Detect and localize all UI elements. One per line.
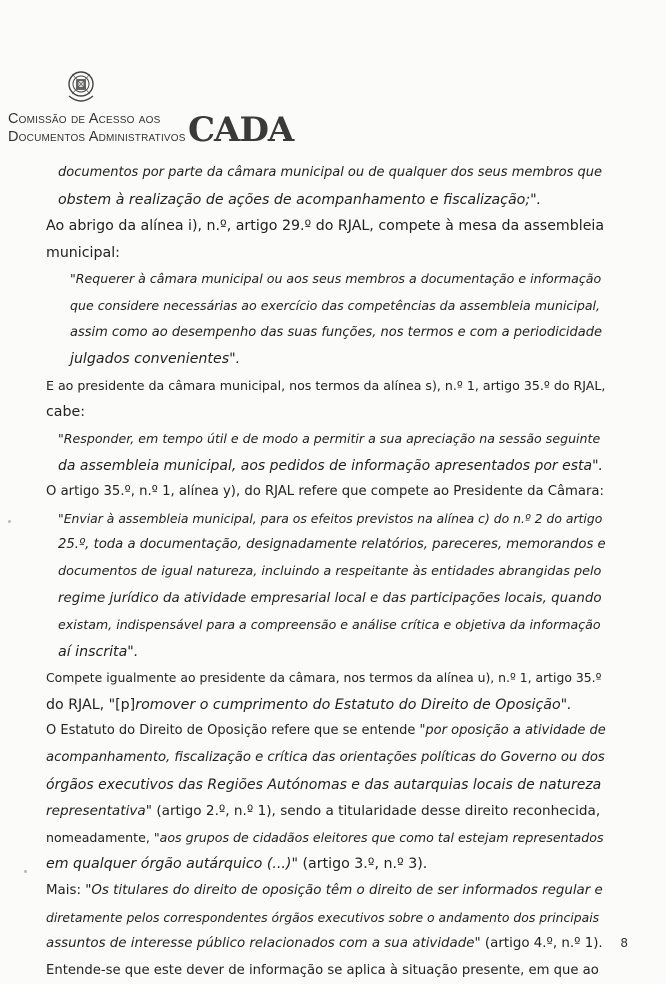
quote-segment: "Os titulares do direito de oposição têm o direito de ser informados regular e xyxy=(85,883,603,899)
text-line: cabe: xyxy=(46,404,86,421)
org-line-1: Comissão de Acesso aos xyxy=(8,111,161,127)
quote-line: "Responder, em tempo útil e de modo a permitir a sua apreciação na sessão seguinte xyxy=(58,430,601,446)
quote-segment: "aos grupos de cidadãos eleitores que como tal estejam representados xyxy=(153,829,604,845)
coat-of-arms-icon xyxy=(64,70,98,108)
text-segment: (artigo 4.º, n.º 1). xyxy=(480,936,603,952)
quote-line: existam, indispensável para a compreensão e análise crítica e objetiva da informação xyxy=(58,617,601,633)
text-line: municipal: xyxy=(46,244,120,261)
text-segment: O Estatuto do Direito de Oposição refere que se entende xyxy=(46,723,420,739)
text-line: O artigo 35.º, n.º 1, alínea y), do RJAL refere que compete ao Presidente da Câmara: xyxy=(46,484,604,500)
quote-line: da assembleia municipal, aos pedidos de informação apresentados por esta". xyxy=(58,457,603,474)
org-line-2: Documentos Administrativos xyxy=(8,129,186,145)
text-line xyxy=(46,798,601,825)
quote-line: "Requerer à câmara municipal ou aos seus membros a documentação e informação xyxy=(70,271,602,287)
quote-line: diretamente pelos correspondentes órgãos executivos sobre o andamento dos principais xyxy=(46,909,600,925)
text-segment: do RJAL, "[p] xyxy=(46,696,136,713)
quote-line: 25.º, toda a documentação, designadamente relatórios, pareceres, memorandos e xyxy=(58,537,606,553)
organization-name xyxy=(8,110,186,146)
text-line: Entende-se que este dever de informação se aplica à situação presente, em que ao xyxy=(46,962,599,978)
text-line xyxy=(46,878,603,905)
quote-line: regime jurídico da atividade empresarial local e das participações locais, quando xyxy=(58,590,602,606)
quote-line: documentos de igual natureza, incluindo a respeitante às entidades abrangidas pelo xyxy=(58,563,602,579)
text-line: E ao presidente da câmara municipal, nos termos da alínea s), n.º 1, artigo 35.º do RJAL, xyxy=(46,377,606,393)
text-line xyxy=(46,931,603,958)
quote-line: "Enviar à assembleia municipal, para os efeitos previstos na alínea c) do n.º 2 do artigo xyxy=(58,510,603,526)
text-line: Ao abrigo da alínea i), n.º, artigo 29.º do RJAL, compete à mesa da assembleia xyxy=(46,218,605,235)
text-segment: (artigo 3.º, n.º 3). xyxy=(298,856,428,873)
text-line: obstem à realização de ações de acompanhamento e fiscalização;". xyxy=(58,191,542,208)
quote-line: que considere necessárias ao exercício das competências da assembleia municipal, xyxy=(70,297,601,313)
text-segment: nomeadamente, xyxy=(46,829,154,845)
scan-mark xyxy=(8,520,11,523)
text-line xyxy=(46,692,594,719)
text-line: Compete igualmente ao presidente da câmara, nos termos da alínea u), n.º 1, artigo 35.º xyxy=(46,670,602,686)
text-line xyxy=(46,851,594,878)
quote-segment: representativa" xyxy=(46,803,152,820)
document-body xyxy=(46,160,606,984)
quote-line: aí inscrita". xyxy=(58,643,139,660)
quote-segment: assuntos de interesse público relacionados com a sua atividade" xyxy=(46,936,481,952)
quote-segment: em qualquer órgão autárquico (...)" xyxy=(46,856,298,873)
quote-line: assim como ao desempenho das suas funções, nos termos e com a periodicidade xyxy=(70,324,602,340)
text-line: documentos por parte da câmara municipal ou de qualquer dos seus membros que xyxy=(58,165,602,180)
quote-line: julgados convenientes". xyxy=(70,351,241,368)
text-line xyxy=(46,825,604,852)
text-segment: (artigo 2.º, n.º 1), sendo a titularidade desse direito reconhecida, xyxy=(152,803,601,820)
quote-segment: "por oposição a atividade de xyxy=(419,723,606,739)
quote-segment: romover o cumprimento do Estatuto do Direito de Oposição". xyxy=(135,696,572,713)
quote-line: órgãos executivos das Regiões Autónomas e das autarquias locais de natureza xyxy=(46,776,602,793)
text-segment: Mais: xyxy=(46,883,86,899)
cada-logo: CADA xyxy=(188,110,294,150)
scan-mark xyxy=(24,870,27,873)
quote-line: acompanhamento, fiscalização e crítica das orientações políticas do Governo ou dos xyxy=(46,750,605,766)
page-number: 8 xyxy=(620,936,628,950)
text-line xyxy=(46,718,606,745)
